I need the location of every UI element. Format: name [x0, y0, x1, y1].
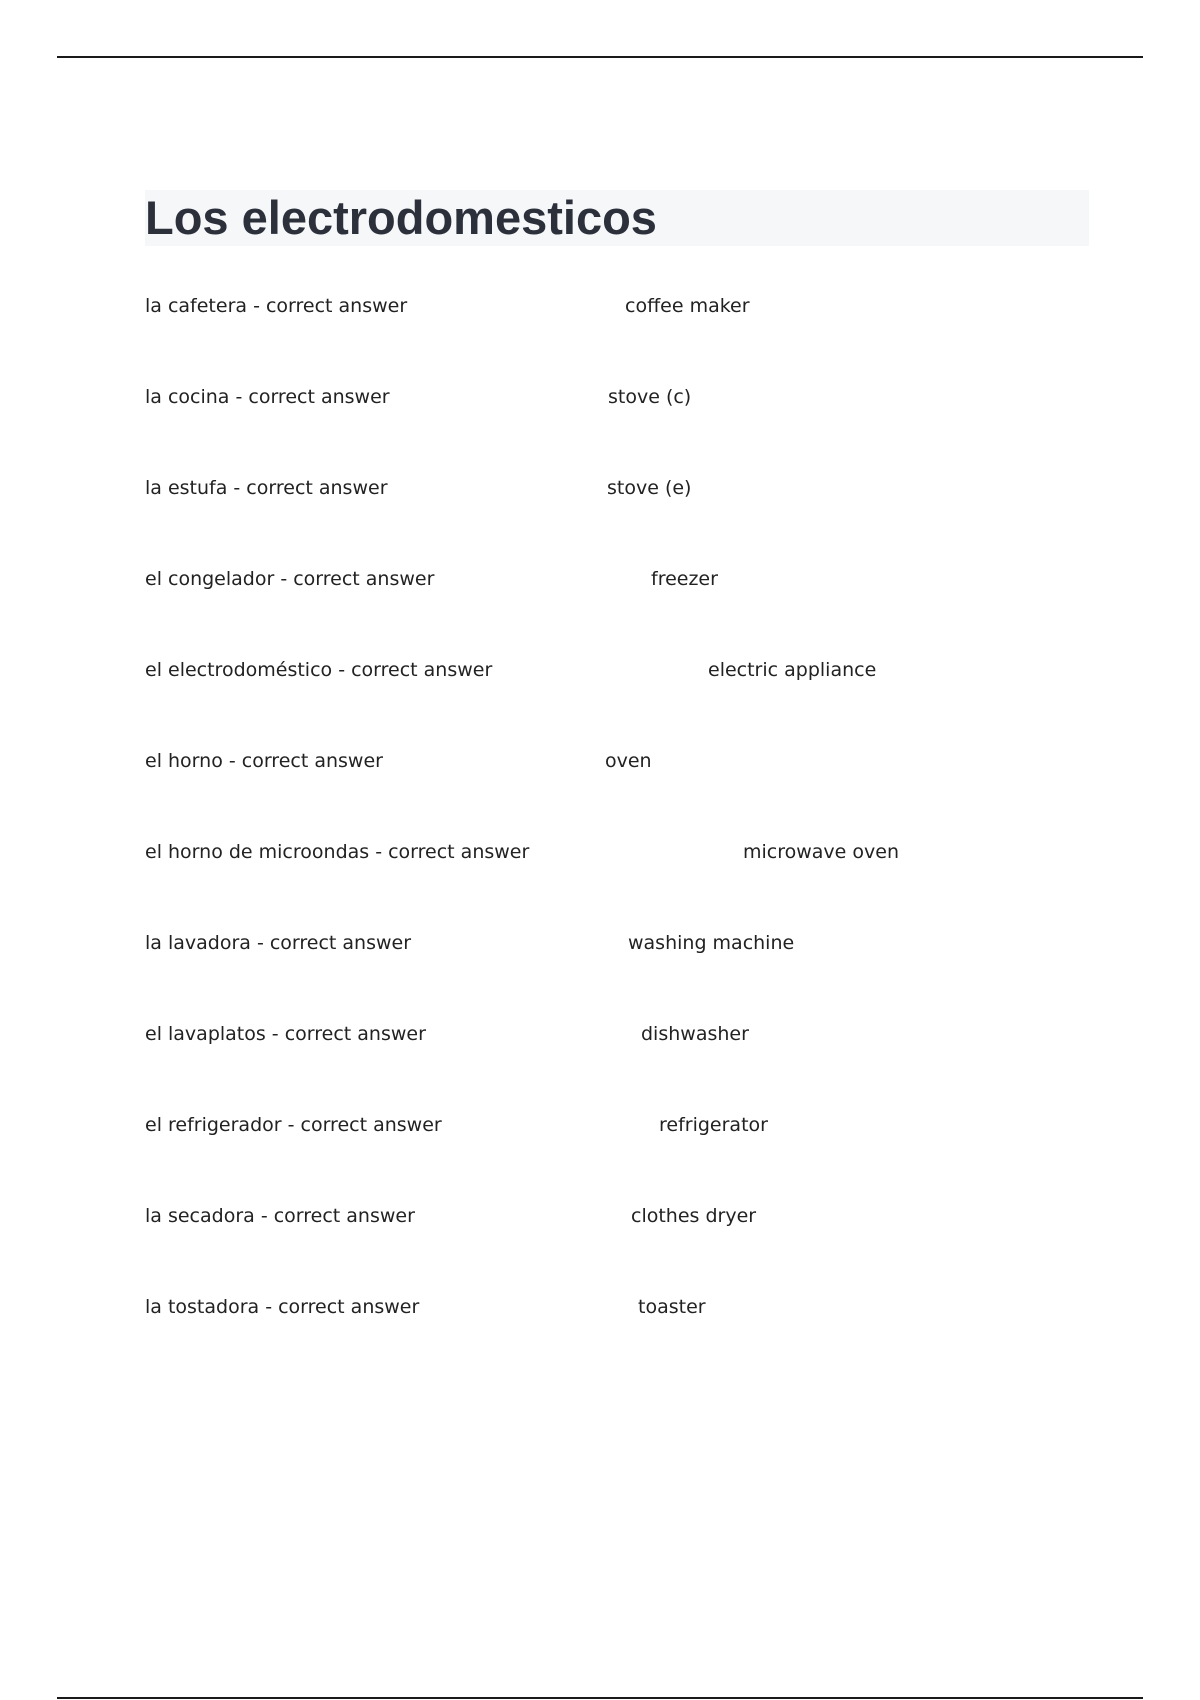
card-term: el electrodoméstico - correct answer	[145, 659, 493, 681]
flashcard-row	[0, 746, 1200, 776]
card-term: la estufa - correct answer	[145, 477, 388, 499]
card-term: la cocina - correct answer	[145, 386, 390, 408]
card-term: el congelador - correct answer	[145, 568, 435, 590]
card-definition: refrigerator	[659, 1114, 768, 1136]
flashcard-row	[0, 1292, 1200, 1322]
card-definition: stove (e)	[607, 477, 692, 499]
card-term: el horno - correct answer	[145, 750, 383, 772]
card-term: la lavadora - correct answer	[145, 932, 412, 954]
card-term: el refrigerador - correct answer	[145, 1114, 442, 1136]
card-definition: washing machine	[628, 932, 795, 954]
card-definition: electric appliance	[708, 659, 877, 681]
card-definition: microwave oven	[743, 841, 900, 863]
flashcard-row	[0, 928, 1200, 958]
card-term: el lavaplatos - correct answer	[145, 1023, 426, 1045]
flashcard-row	[0, 291, 1200, 321]
top-divider	[57, 56, 1143, 58]
card-definition: toaster	[638, 1296, 706, 1318]
flashcard-row	[0, 1110, 1200, 1140]
page-title: Los electrodomesticos	[145, 191, 657, 244]
card-definition: dishwasher	[641, 1023, 749, 1045]
card-term: el horno de microondas - correct answer	[145, 841, 530, 863]
card-definition: coffee maker	[625, 295, 750, 317]
flashcard-row	[0, 1019, 1200, 1049]
card-definition: clothes dryer	[631, 1205, 757, 1227]
bottom-divider	[57, 1697, 1143, 1699]
flashcard-row	[0, 473, 1200, 503]
card-term: la cafetera - correct answer	[145, 295, 408, 317]
card-term: la tostadora - correct answer	[145, 1296, 420, 1318]
card-definition: oven	[605, 750, 652, 772]
flashcard-row	[0, 1201, 1200, 1231]
card-definition: freezer	[651, 568, 718, 590]
flashcard-row	[0, 837, 1200, 867]
flashcard-row	[0, 564, 1200, 594]
flashcard-row	[0, 382, 1200, 412]
card-term: la secadora - correct answer	[145, 1205, 415, 1227]
flashcard-row	[0, 655, 1200, 685]
card-definition: stove (c)	[608, 386, 692, 408]
